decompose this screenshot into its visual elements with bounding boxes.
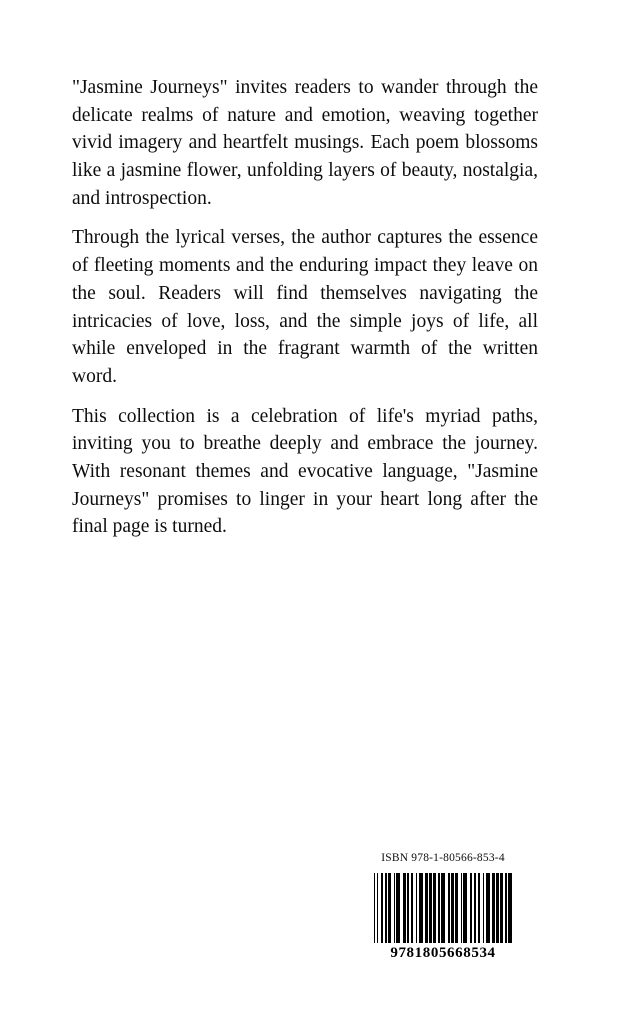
isbn-label: ISBN 978-1-80566-853-4 xyxy=(381,852,505,864)
barcode-block xyxy=(369,852,517,969)
barcode-number: 9781805668534 xyxy=(390,945,496,961)
blurb-paragraph-2: Through the lyrical verses, the author captures the essence of fleeting moments and the enduring impact they leave on the soul. Readers will find themselves navigating the intricacies of love, loss, and the simple joys of life, all while enveloped in the fragrant warmth of the written word. xyxy=(72,227,538,387)
barcode-bars xyxy=(374,873,512,943)
blurb-paragraph-3: This collection is a celebration of life's myriad paths, inviting you to breathe deeply and embrace the journey. With resonant themes and evocative language, "Jasmine Journeys" promises to linger in your heart long after the final page is turned. xyxy=(72,405,538,538)
blurb-paragraph-1: "Jasmine Journeys" invites readers to wander through the delicate realms of nature and emotion, weaving together vivid imagery and heartfelt musings. Each poem blossoms like a jasmine flower, unfolding layers of beauty, nostalgia, and introspection. xyxy=(72,77,538,209)
barcode-image xyxy=(369,869,517,969)
blurb-text-block xyxy=(72,74,538,541)
